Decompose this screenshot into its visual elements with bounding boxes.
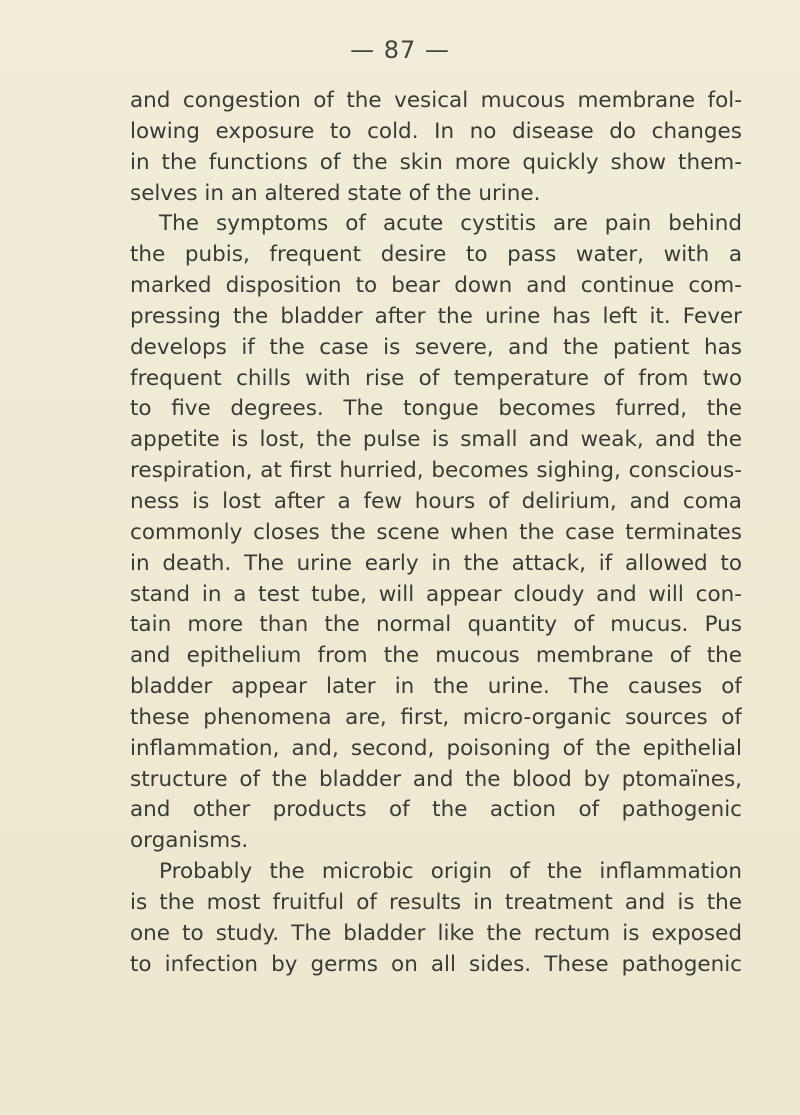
- text-line: marked disposition to bear down and continue com-: [130, 273, 742, 299]
- text-line: stand in a test tube, will appear cloudy and will con-: [130, 581, 742, 607]
- text-line: inflammation, and, second, poisoning of the epithelial: [130, 735, 742, 761]
- text-line: The symptoms of acute cystitis are pain behind: [159, 211, 742, 237]
- text-line: to five degrees. The tongue becomes furred, the: [130, 396, 742, 422]
- page-number: — 87 —: [350, 36, 450, 64]
- text-line: bladder appear later in the urine. The causes of: [130, 674, 742, 700]
- text-line: appetite is lost, the pulse is small and weak, and the: [130, 427, 742, 453]
- text-line: and congestion of the vesical mucous membrane fol-: [130, 88, 742, 113]
- text-line: develops if the case is severe, and the patient has: [130, 334, 742, 360]
- text-line: commonly closes the scene when the case terminates: [130, 519, 742, 545]
- text-line: one to study. The bladder like the rectum is exposed: [130, 920, 742, 946]
- text-line: is the most fruitful of results in treatment and is the: [130, 889, 742, 915]
- text-line: to infection by germs on all sides. These pathogenic: [130, 951, 742, 977]
- text-line: selves in an altered state of the urine.: [130, 180, 541, 206]
- text-line: Probably the microbic origin of the inflammation: [159, 859, 742, 885]
- text-line: and other products of the action of pathogenic: [130, 797, 742, 823]
- text-line: respiration, at first hurried, becomes sighing, conscious-: [130, 458, 742, 484]
- text-line: these phenomena are, first, micro-organic sources of: [130, 704, 742, 730]
- body-text: [130, 86, 742, 980]
- text-line: and epithelium from the mucous membrane of the: [130, 643, 742, 669]
- text-line: lowing exposure to cold. In no disease do changes: [130, 118, 742, 144]
- text-line: structure of the bladder and the blood by ptomaïnes,: [130, 766, 742, 792]
- text-line: ness is lost after a few hours of delirium, and coma: [130, 488, 742, 514]
- text-line: frequent chills with rise of temperature of from two: [130, 365, 742, 391]
- text-line: organisms.: [130, 828, 249, 854]
- text-line: in the functions of the skin more quickly show them-: [130, 149, 742, 175]
- text-line: pressing the bladder after the urine has left it. Fever: [130, 303, 742, 329]
- text-line: tain more than the normal quantity of mucus. Pus: [130, 612, 742, 638]
- text-line: the pubis, frequent desire to pass water, with a: [130, 242, 742, 268]
- text-line: in death. The urine early in the attack, if allowed to: [130, 550, 742, 576]
